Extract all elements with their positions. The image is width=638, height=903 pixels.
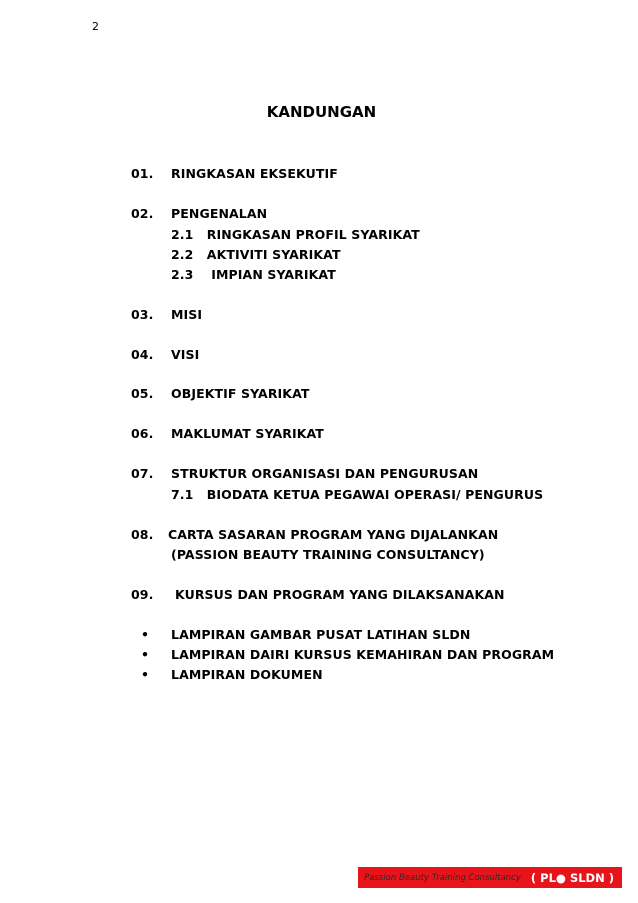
toc-section-02-number: 02. <box>131 206 154 221</box>
toc-section-07-number: 07. <box>131 466 154 481</box>
toc-appendix-3: LAMPIRAN DOKUMEN <box>171 667 323 682</box>
page-number: 2 <box>92 20 99 33</box>
toc-subsection-2-1: 2.1 RINGKASAN PROFIL SYARIKAT <box>171 227 420 242</box>
toc-subsection-2-3: 2.3 IMPIAN SYARIKAT <box>171 267 336 282</box>
toc-section-01-title: RINGKASAN EKSEKUTIF <box>171 166 338 181</box>
toc-section-05-title: OBJEKTIF SYARIKAT <box>171 386 310 401</box>
toc-section-04-number: 04. <box>131 347 154 362</box>
toc-appendix-1: LAMPIRAN GAMBAR PUSAT LATIHAN SLDN <box>171 627 471 642</box>
toc-subsection-7-1: 7.1 BIODATA KETUA PEGAWAI OPERASI/ PENGURUS <box>171 487 544 502</box>
bullet-icon: • <box>141 627 150 642</box>
toc-section-03-number: 03. <box>131 307 154 322</box>
toc-section-03-title: MISI <box>171 307 203 322</box>
toc-section-08-title: CARTA SASARAN PROGRAM YANG DIJALANKAN <box>168 527 499 542</box>
toc-section-05-number: 05. <box>131 386 154 401</box>
toc-section-06-title: MAKLUMAT SYARIKAT <box>171 426 324 441</box>
toc-section-06-number: 06. <box>131 426 154 441</box>
page-title: KANDUNGAN <box>266 103 377 121</box>
toc-section-07-title: STRUKTUR ORGANISASI DAN PENGURUSAN <box>171 466 479 481</box>
bullet-icon: • <box>141 667 150 682</box>
footer-tag: ( PL● SLDN ) <box>530 870 614 885</box>
footer-company: Passion Beauty Training Consultancy <box>364 872 521 883</box>
footer-banner <box>358 867 622 888</box>
toc-section-08-number: 08. <box>131 527 154 542</box>
toc-section-02-title: PENGENALAN <box>171 206 268 221</box>
toc-section-01-number: 01. <box>131 166 154 181</box>
bullet-icon: • <box>141 647 150 662</box>
toc-appendix-2: LAMPIRAN DAIRI KURSUS KEMAHIRAN DAN PROGRAM <box>171 647 555 662</box>
toc-section-09-number: 09. <box>131 587 154 602</box>
toc-section-08-subtitle: (PASSION BEAUTY TRAINING CONSULTANCY) <box>171 547 485 562</box>
toc-subsection-2-2: 2.2 AKTIVITI SYARIKAT <box>171 247 341 262</box>
toc-section-04-title: VISI <box>171 347 200 362</box>
toc-section-09-title: KURSUS DAN PROGRAM YANG DILAKSANAKAN <box>175 587 505 602</box>
